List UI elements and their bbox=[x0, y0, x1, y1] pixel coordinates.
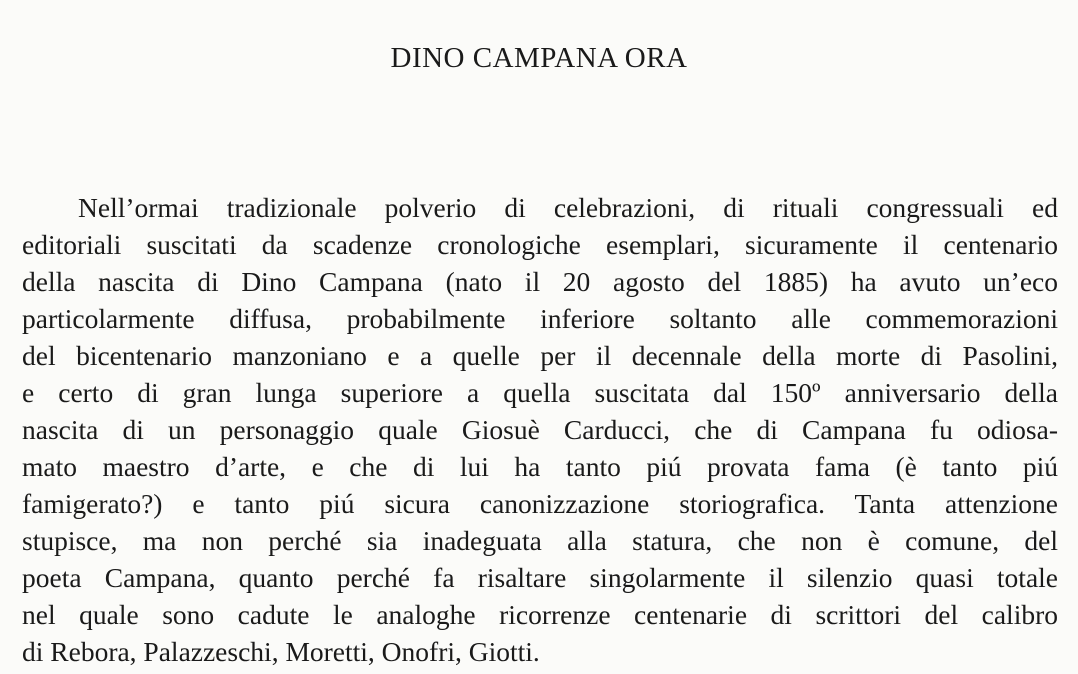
paragraph-line: editoriali suscitati da scadenze cronologiche esemplari, sicuramente il centenario bbox=[22, 229, 1058, 260]
paragraph-line: poeta Campana, quanto perché fa risaltare singolarmente il silenzio quasi totale bbox=[22, 562, 1058, 593]
paragraph-line: e certo di gran lunga superiore a quella suscitata dal 150º anniversario della bbox=[22, 377, 1058, 408]
paragraph-line: del bicentenario manzoniano e a quelle per il decennale della morte di Pasolini, bbox=[22, 340, 1058, 371]
paragraph bbox=[22, 189, 1058, 670]
paragraph-line: nascita di un personaggio quale Giosuè Carducci, che di Campana fu odiosa- bbox=[22, 414, 1058, 445]
paragraph-line: particolarmente diffusa, probabilmente inferiore soltanto alle commemorazioni bbox=[22, 303, 1058, 334]
paragraph-line: della nascita di Dino Campana (nato il 20 agosto del 1885) ha avuto un’eco bbox=[22, 266, 1058, 297]
paragraph-line: nel quale sono cadute le analoghe ricorrenze centenarie di scrittori del calibro bbox=[22, 599, 1058, 630]
paragraph-line: di Rebora, Palazzeschi, Moretti, Onofri, Giotti. bbox=[22, 636, 540, 667]
page-title: DINO CAMPANA ORA bbox=[390, 42, 688, 74]
paragraph-line: Nell’ormai tradizionale polverio di celebrazioni, di rituali congressuali ed bbox=[78, 192, 1058, 223]
paragraph-line: mato maestro d’arte, e che di lui ha tanto piú provata fama (è tanto piú bbox=[22, 451, 1058, 482]
paragraph-line: famigerato?) e tanto piú sicura canonizzazione storiografica. Tanta attenzione bbox=[22, 488, 1058, 519]
paragraph-line: stupisce, ma non perché sia inadeguata alla statura, che non è comune, del bbox=[22, 525, 1058, 556]
